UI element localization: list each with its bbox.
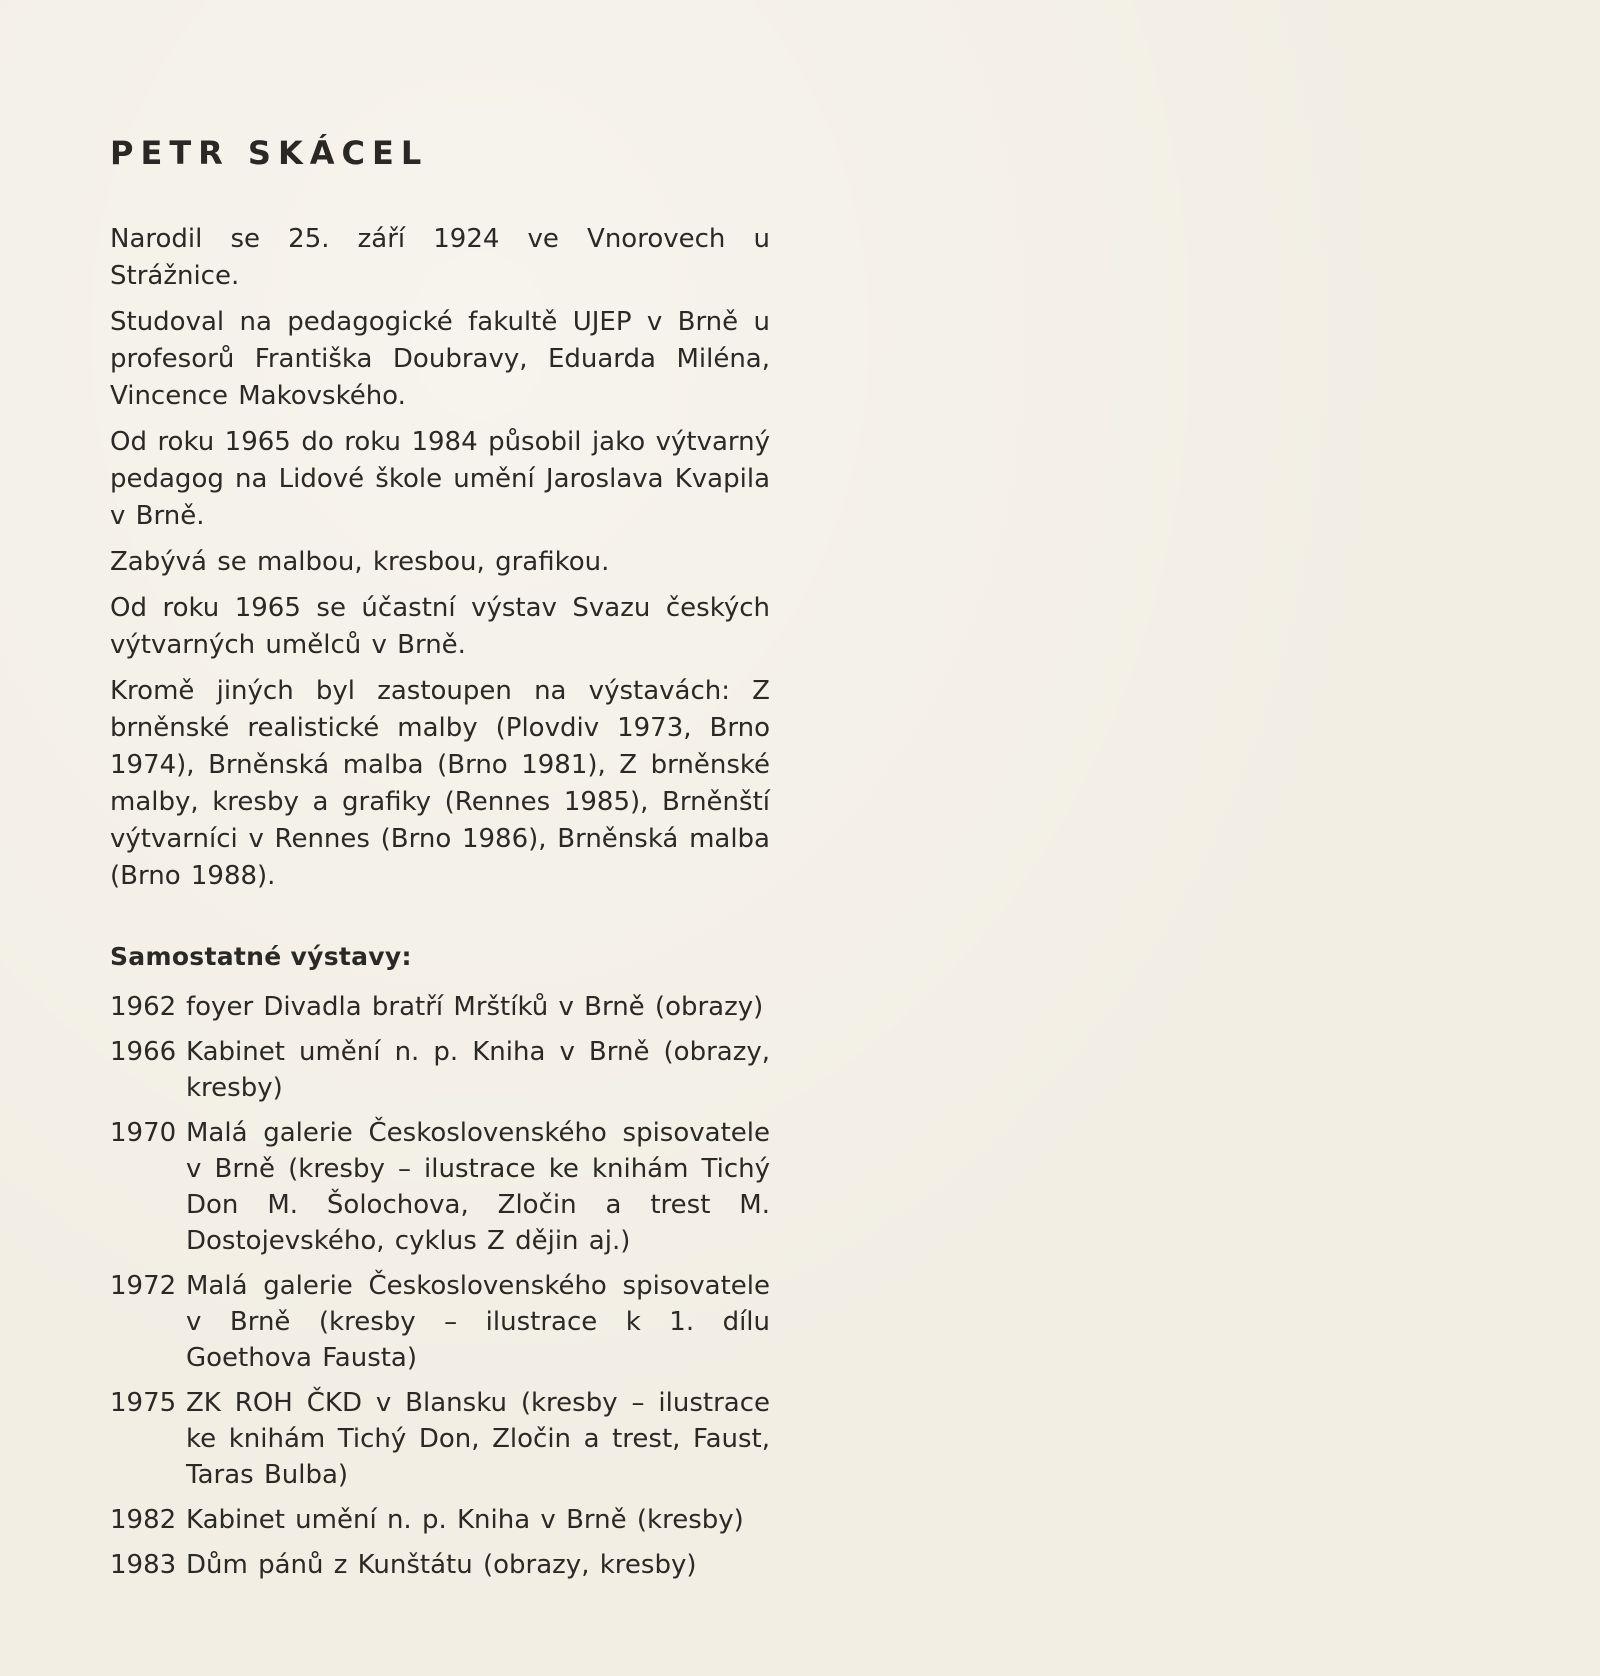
exhibition-description: foyer Divadla bratří Mrštíků v Brně (obrazy) (186, 992, 764, 1022)
exhibition-description: Dům pánů z Kunštátu (obrazy, kresby) (186, 1550, 697, 1580)
exhibition-year: 1982 (110, 1505, 177, 1535)
text-column (110, 133, 770, 1592)
exhibition-item (110, 1034, 770, 1106)
exhibition-year: 1970 (110, 1118, 177, 1148)
bio-paragraph: Zabývá se malbou, kresbou, grafikou. (110, 547, 610, 577)
exhibition-item (110, 1502, 770, 1538)
exhibition-year: 1966 (110, 1037, 177, 1067)
exhibition-description: Kabinet umění n. p. Kniha v Brně (kresby) (186, 1505, 744, 1535)
exhibitions-heading: Samostatné výstavy: (110, 942, 412, 971)
bio-paragraph: Od roku 1965 se účastní výstav Svazu českých výtvarných umělců v Brně. (110, 593, 770, 660)
exhibition-item (110, 1268, 770, 1376)
exhibitions-list (110, 989, 770, 1583)
exhibition-year: 1983 (110, 1550, 177, 1580)
biography (110, 221, 770, 895)
exhibition-item (110, 1385, 770, 1493)
bio-paragraph: Narodil se 25. září 1924 ve Vnorovech u Strážnice. (110, 224, 770, 291)
bio-paragraph: Od roku 1965 do roku 1984 působil jako výtvarný pedagog na Lidové škole umění Jaroslava Kvapila v Brně. (110, 427, 770, 531)
bio-paragraph: Kromě jiných byl zastoupen na výstavách: Z brněnské realistické malby (Plovdiv 1973, Brno 1974), Brněnská malba (Brno 1981), Z brněnské malby, kresby a grafiky (Rennes 1985), Brněnští výtvarníci v Rennes (Brno 1986), Brněnská malba (Brno 1988). (110, 676, 770, 891)
exhibition-year: 1972 (110, 1271, 177, 1301)
bio-paragraph: Studoval na pedagogické fakultě UJEP v Brně u profesorů Františka Doubravy, Eduarda Miléna, Vincence Makovského. (110, 307, 770, 411)
exhibition-item (110, 1115, 770, 1259)
exhibition-description: Kabinet umění n. p. Kniha v Brně (obrazy, kresby) (186, 1037, 770, 1103)
exhibition-description: Malá galerie Československého spisovatele v Brně (kresby – ilustrace ke knihám Tichý Don M. Šolochova, Zločin a trest M. Dostojevského, cyklus Z dějin aj.) (186, 1118, 770, 1256)
author-name: PETR SKÁCEL (110, 134, 429, 172)
exhibition-description: Malá galerie Československého spisovatele v Brně (kresby – ilustrace k 1. dílu Goethova Fausta) (186, 1271, 770, 1373)
exhibition-item (110, 989, 770, 1025)
exhibition-item (110, 1547, 770, 1583)
exhibition-year: 1962 (110, 992, 177, 1022)
exhibition-description: ZK ROH ČKD v Blansku (kresby – ilustrace ke knihám Tichý Don, Zločin a trest, Faust, Taras Bulba) (186, 1388, 770, 1490)
exhibition-year: 1975 (110, 1388, 177, 1418)
